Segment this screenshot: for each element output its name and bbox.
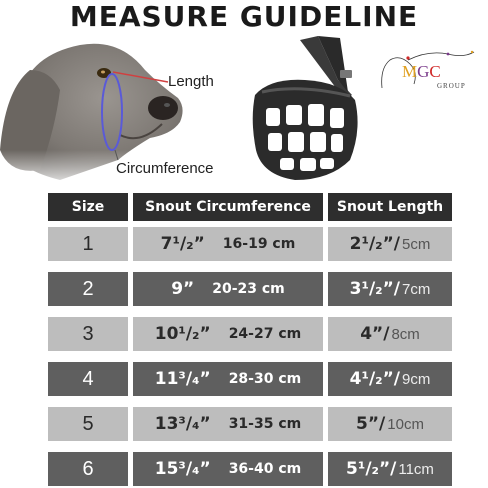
length-cell xyxy=(328,272,452,306)
size-cell: 1 xyxy=(48,227,128,261)
size-cell: 4 xyxy=(48,362,128,396)
length-cm: 9cm xyxy=(401,370,431,388)
circumference-cell xyxy=(133,227,323,261)
circumference-cell xyxy=(133,452,323,486)
circumference-cell xyxy=(133,272,323,306)
circumference-cm: 28-30 cm xyxy=(228,371,302,387)
logo-subtitle: GROUP xyxy=(437,82,466,90)
length-cm: 10cm xyxy=(387,415,424,433)
circumference-cell xyxy=(133,407,323,441)
circumference-cm: 20-23 cm xyxy=(212,281,285,297)
size-cell: 3 xyxy=(48,317,128,351)
circumference-inches: 11³/₄” xyxy=(154,369,211,389)
length-inches: 5”/ xyxy=(356,414,386,434)
header-size: Size xyxy=(48,193,128,221)
length-cell xyxy=(328,407,452,441)
header-circumference: Snout Circumference xyxy=(133,193,323,221)
circumference-cm: 31-35 cm xyxy=(228,416,302,432)
circumference-label: Circumference xyxy=(116,160,214,177)
circumference-inches: 9” xyxy=(171,279,195,299)
length-cell xyxy=(328,362,452,396)
circumference-inches: 15³/₄” xyxy=(154,459,211,479)
length-cell xyxy=(328,317,452,351)
length-inches: 2¹/₂”/ xyxy=(349,234,400,254)
length-cm: 5cm xyxy=(401,235,431,253)
circumference-inches: 13³/₄” xyxy=(154,414,211,434)
length-cell xyxy=(328,227,452,261)
logo-text: MGC xyxy=(402,62,441,81)
header-length: Snout Length xyxy=(328,193,452,221)
length-inches: 4”/ xyxy=(360,324,390,344)
length-cm: 7cm xyxy=(401,280,431,298)
circumference-cm: 24-27 cm xyxy=(228,326,302,342)
size-cell: 2 xyxy=(48,272,128,306)
circumference-cm: 36-40 cm xyxy=(228,461,302,477)
length-cm: 8cm xyxy=(391,325,420,343)
length-inches: 4¹/₂”/ xyxy=(349,369,400,389)
length-cm: 11cm xyxy=(398,460,434,478)
page-title: MEASURE GUIDELINE xyxy=(69,0,419,33)
circumference-inches: 7¹/₂” xyxy=(160,234,205,254)
circumference-cell xyxy=(133,362,323,396)
circumference-cm: 16-19 cm xyxy=(222,236,296,252)
length-inches: 5¹/₂”/ xyxy=(346,459,397,479)
size-cell: 5 xyxy=(48,407,128,441)
circumference-cell xyxy=(133,317,323,351)
muzzle-icon xyxy=(253,36,358,180)
size-cell: 6 xyxy=(48,452,128,486)
circumference-inches: 10¹/₂” xyxy=(154,324,211,344)
length-cell xyxy=(328,452,452,486)
length-inches: 3¹/₂”/ xyxy=(349,279,400,299)
length-label: Length xyxy=(168,73,214,90)
